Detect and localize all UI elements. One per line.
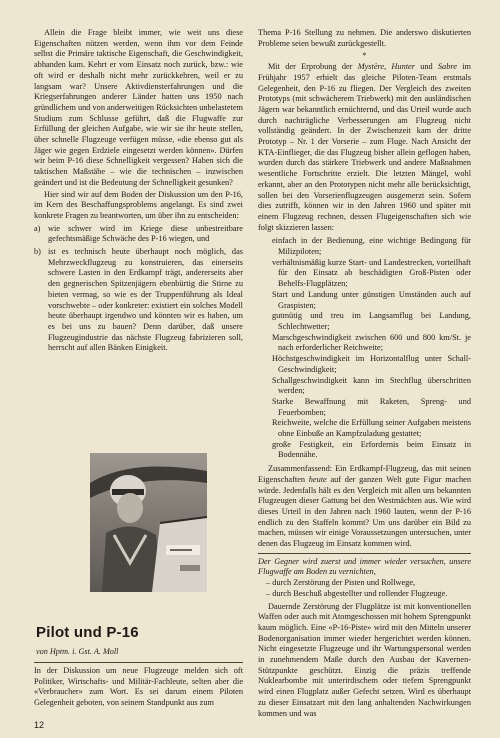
summary-emphasis: heute xyxy=(308,474,327,484)
summary-paragraph xyxy=(258,464,471,550)
summary-lead: Zusammenfassend: Ein Erdkampf-Flugzeug, das mit seinen Eigenschaften xyxy=(258,464,471,484)
p1-aircraft: Mystère, Hunter xyxy=(357,62,415,72)
left-paragraph-1: Allein die Frage bleibt immer, wie weit uns diese Eigenschaften nützen werden, wenn ihm vor dem Feinde selbst die Primäre taktische Eigenschaft, die Geschwindigkeit, abhanden kam. Kehrt er vom Einsatz noch zurück, bzw.: wie oft wird er deshalb nicht mehr zurückkehren, weil er zu langsam war? Unsere Aktivdiensterfahrungen und die Kriegserfahrungen anderer Länder hatten uns 1950 nach gründlichem und von anderweitigen Rücksichten unbelastetem Studium zum Schlusse geführt, daß die Flugwaffe zur Erfüllung der gleichen Aufgabe, wie wir sie ihr heute stellen, über schnelle Flugzeuge verfügen müsse, «die ebenso gut als Jäger wie gegen Erdziele eingesetzt werden können». Dürfen wir beim P-16 diese Schnelligkeit vergessen? Haben sich die taktischen Maßstäbe – wie die technischen – inzwischen geändert und ist die Bedeutung der Schnelligkeit gesunken? xyxy=(34,28,243,187)
article-intro xyxy=(34,666,243,709)
article-title: Pilot und P-16 xyxy=(36,624,139,641)
flight-properties-list xyxy=(258,236,471,461)
list-item: Schallgeschwindigkeit kann im Stechflug überschritten werden; xyxy=(272,375,471,396)
pilot-photo xyxy=(90,453,207,592)
left-paragraph-2: Hier sind wir auf dem Boden der Diskussion um den P-16, im Kern des Beschaffungsproblems angelangt. Es sind zwei konkrete Fragen zu beantworten, um über ihn zu entscheiden: xyxy=(34,189,243,220)
list-item: Starke Bewaffnung mit Raketen, Spreng- und Feuerbomben; xyxy=(272,396,471,417)
question-b xyxy=(34,247,243,354)
section-marker: * xyxy=(362,51,367,61)
list-item: verhältnismäßig kurze Start- und Landestrecken, vorteilhaft für den Einsatz ab beschädigten Groß-Pisten oder Behelfs-Flugplätzen; xyxy=(272,257,471,289)
list-item: Start und Landung unter günstigen Umständen auch auf Graspisten; xyxy=(272,289,471,310)
left-column xyxy=(34,28,243,354)
question-a-text: wie schwer wird im Kriege diese unbestreitbare gefechtsmäßige Schwäche des P-16 wiegen, und xyxy=(48,223,243,244)
summary-rest: auf der ganzen Welt gute Figur machen würde. Jedenfalls hält es den Vergleich mit allen uns bekannten Flugzeugen dieser Gattung bei den Westmächten aus. Wie wird dieses Urteil in den Jahren nach 1960 lauten, wenn der P-16 endlich zu den Staffeln kommt? Um uns darüber ein Bild zu machen, müssen wir einige Voraussetzungen untersuchen, unter denen das Flugzeug im Einsatz kommen wird. xyxy=(258,474,471,549)
question-a-label: a) xyxy=(34,223,41,233)
page-number: 12 xyxy=(34,720,45,730)
question-a xyxy=(34,224,243,245)
list-item: Höchstgeschwindigkeit im Horizontalflug unter Schall-Geschwindigkeit; xyxy=(272,354,471,374)
list-item: Marschgeschwindigkeit zwischen 600 und 800 km/St. je nach erforderlicher Reichweite; xyxy=(272,332,471,353)
intro-paragraph: In der Diskussion um neue Flugzeuge melden sich oft Politiker, Wirtschafts- und Militär-Fachleute, selten aber die «Verbraucher» zum Wort. Es sei darum einem Piloten Gelegenheit geboten, von seinem Standpunkt aus zum xyxy=(34,666,243,708)
list-item: Reichweite, welche die Erfüllung seiner Aufgaben meistens ohne Einbuße an Kampfzuladung gestattet; xyxy=(272,418,471,439)
title-divider xyxy=(34,662,243,663)
right-top-paragraph: Thema P-16 Stellung zu nehmen. Die anderswo diskutierten Probleme seien bewußt zurückgestellt. xyxy=(258,28,471,48)
p1-aircraft-2: Sabre xyxy=(437,62,457,72)
enemy-quote: Der Gegner wird zuerst und immer wieder versuchen, unsere Flugwaffe am Boden zu vernichten, xyxy=(258,556,471,577)
p1-lead: Mit der Erprobung der xyxy=(268,62,358,72)
p1-and: und xyxy=(414,62,438,72)
p1-rest: im Frühjahr 1957 erhielt das gleiche Piloten-Team erstmals Gelegenheit, den P-16 zu fliegen. Der Vergleich des zweiten Prototyps (mit schwächerem Triebwerk) mit den ausländischen Jägern war bekanntlich ernüchternd, und das Urteil wurde auch durch nachträgliche Verbesserungen am Flugzeug nicht vollständig geändert. In der Zwischenzeit kam der dritte Prototyp – Nr. 1 der Vorserie – zum Fluge. Nach Ansicht der KTA-Einflieger, die das Flugzeug bisher allein geflogen haben, wurden durch das stärkere Triebwerk und andere Maßnahmen wesentliche Fortschritte erzielt. Die letzten Mängel, wohl erkannt, aber an den Prototypen nicht mehr alle berücksichtigt, sollen bei den Vorserienflugzeugen ausgemerzt sein. Sofern dies zutrifft, können wir in den Jahren 1960 und später mit einem Flugzeug rechnen, dessen Flugeigenschaften sich wie folgt skizzieren lassen: xyxy=(258,62,471,232)
pilot-in-cockpit-image xyxy=(90,453,207,592)
section-divider xyxy=(258,553,471,554)
closing-paragraph: Dauernde Zerstörung der Flugplätze ist mit konventionellen Waffen oder auch mit Atomgeschossen mit hohem Sprengpunkt kaum möglich. Eine «P-16-Piste» wird mit den Mitteln unserer Bodenorganisation immer wieder hergerichtet werden können. Nicht eingesetzte Flugzeuge und ihr Wartungspersonal werden in zunehmendem Maße durch den Ausbau der Kavernen-Stützpunkte geschützt. Einzig die präzis treffende Nuklearbombe mit unterirdischem oder tiefem Sprengpunkt wird einen Flugplatz außer Gefecht setzen. Wird es überhaupt zu dieser Einsatzart mit den lang anhaltenden Nachwirkungen kommen und was xyxy=(258,601,471,718)
right-paragraph-1 xyxy=(258,62,471,233)
list-item: große Festigkeit, ein Erfordernis beim Einsatz in Bodennähe. xyxy=(272,439,471,460)
list-item: – durch Zerstörung der Pisten und Rollwege, xyxy=(266,578,416,588)
list-item: – durch Beschuß abgestellter und rollender Flugzeuge. xyxy=(266,588,448,598)
list-item: gutmütig und treu im Langsamflug bei Landung, Schlechtwetter; xyxy=(272,311,471,331)
question-b-label: b) xyxy=(34,247,41,257)
right-column xyxy=(258,28,471,719)
threat-list xyxy=(258,578,471,599)
article-byline: von Hptm. i. Gst. A. Moll xyxy=(36,647,119,656)
list-item: einfach in der Bedienung, eine wichtige Bedingung für Milizpiloten; xyxy=(272,236,471,257)
question-b-text: ist es technisch heute überhaupt noch möglich, das Mehrzweckflugzeug zu konstruieren, das einerseits schwere Lasten in den Erdkampf trägt, andererseits aber den gegnerischen Spitzenjägern ebenbürtig die Stirne zu bieten vermag, so wie es der Truppenführung als Ideal vorschwebte – oder konkreter: existiert ein solches Modell heute überhaupt irgendwo und könnten wir es haben, um es bei uns zu bauen? Denn darüber, daß unsere Flugzeugindustrie das nächste Flugzeug fabrizieren soll, herrscht auf allen Bänken Einigkeit. xyxy=(48,247,243,353)
